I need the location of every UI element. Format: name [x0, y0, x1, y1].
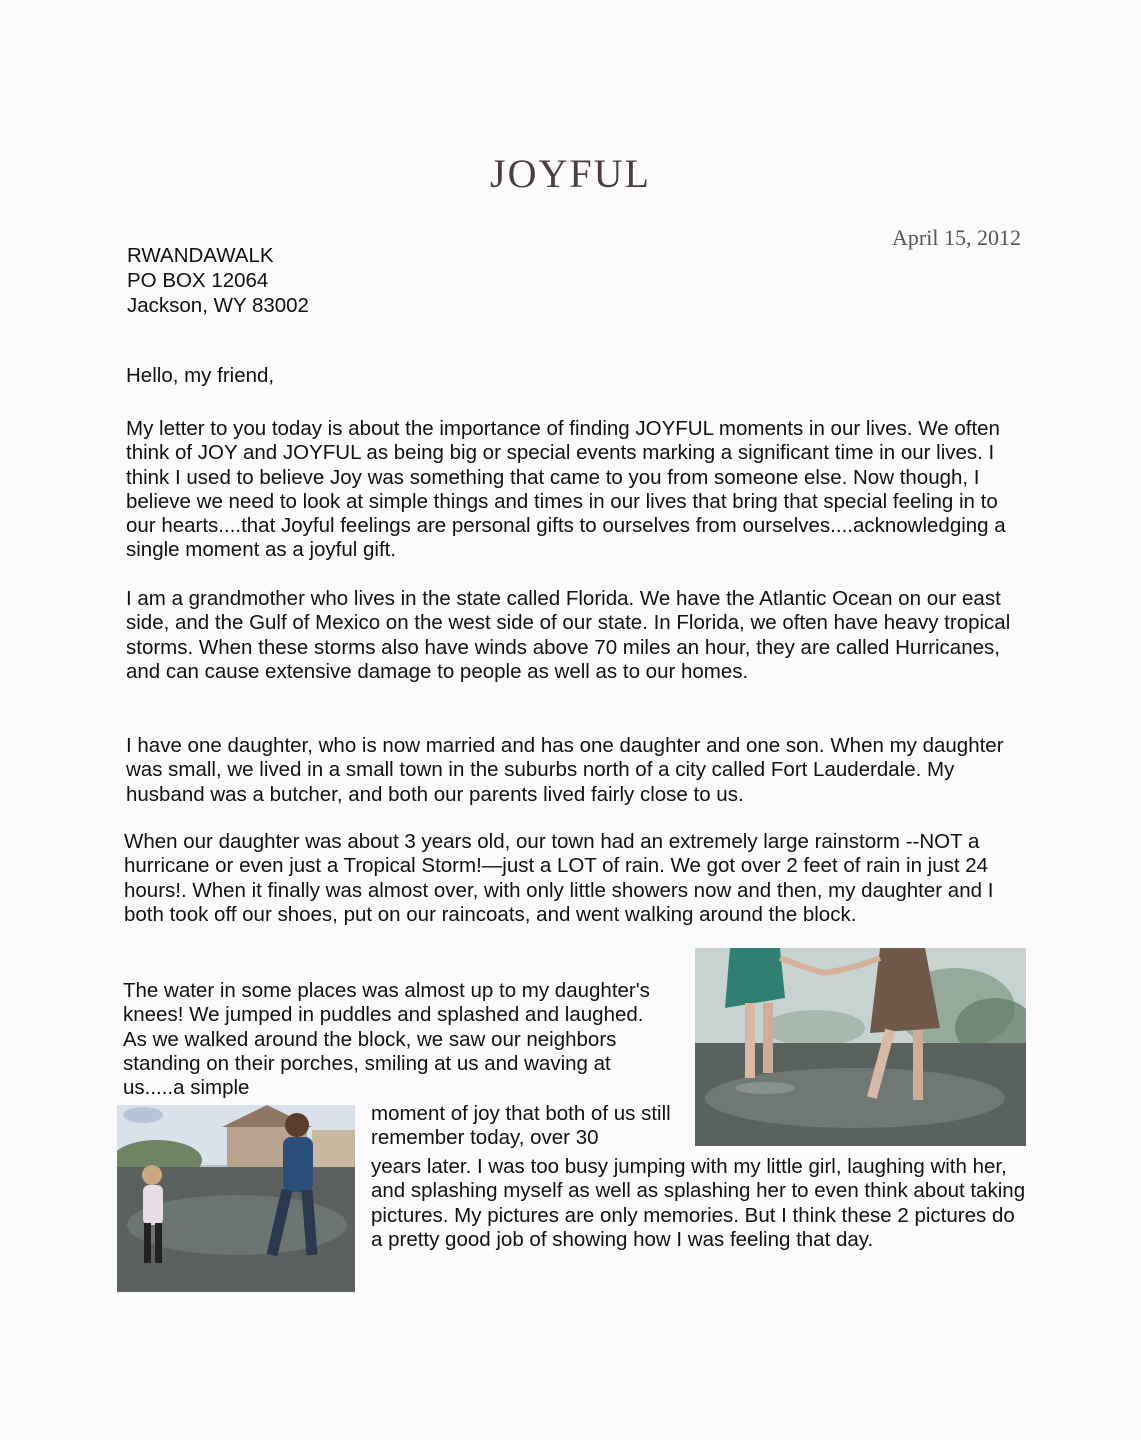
address-line: RWANDAWALK — [127, 244, 274, 267]
letter-date: April 15, 2012 — [892, 225, 1021, 250]
paragraph-memories: years later. I was too busy jumping with my little girl, laughing with her, and splashing myself as well as splashing her to even think about taking pictures. My pictures are only memories. But I think these 2 pictures do a pretty good job of showing how I was feeling that day. — [371, 1155, 1026, 1251]
rain-walk-photo — [695, 948, 1026, 1146]
address-line: Jackson, WY 83002 — [127, 294, 309, 317]
paragraph-joy: My letter to you today is about the importance of finding JOYFUL moments in our lives. We often think of JOY and JOYFUL as being big or special events marking a significant time in our lives. I think I used to believe Joy was something that came to you from someone else. Now though, I believe we need to look at simple things and times in our lives that bring that special feeling in to our hearts....that Joyful feelings are personal gifts to ourselves from ourselves....acknowledging a single moment as a joyful gift. — [126, 417, 1006, 562]
paragraph-family: I have one daughter, who is now married and has one daughter and one son. When my daughter was small, we lived in a small town in the suburbs north of a city called Fort Lauderdale. My husband was a butcher, and both our parents lived fairly close to us. — [126, 734, 1004, 806]
paragraph-puddles: The water in some places was almost up to my daughter's knees! We jumped in puddles and splashed and laughed. As we walked around the block, we saw our neighbors standing on their porches, smiling at us and waving at us.....a simple — [123, 979, 650, 1100]
paragraph-puddles-continued: moment of joy that both of us still remember today, over 30 — [371, 1102, 671, 1150]
letter-title: JOYFUL — [490, 151, 651, 196]
address-line: PO BOX 12064 — [127, 269, 269, 292]
paragraph-rainstorm: When our daughter was about 3 years old, our town had an extremely large rainstorm --NOT a hurricane or even just a Tropical Storm!—just a LOT of rain. We got over 2 feet of rain in just 24 hours!. When it finally was almost over, with only little showers now and then, my daughter and I both took off our shoes, put on our raincoats, and went walking around the block. — [124, 830, 994, 926]
greeting: Hello, my friend, — [126, 364, 275, 387]
recipient-address — [127, 243, 309, 318]
splashing-photo — [117, 1105, 355, 1292]
paragraph-florida: I am a grandmother who lives in the state called Florida. We have the Atlantic Ocean on our east side, and the Gulf of Mexico on the west side of our state. In Florida, we often have heavy tropical storms. When these storms also have winds above 70 miles an hour, they are called Hurricanes, and can cause extensive damage to people as well as to our homes. — [126, 587, 1011, 683]
